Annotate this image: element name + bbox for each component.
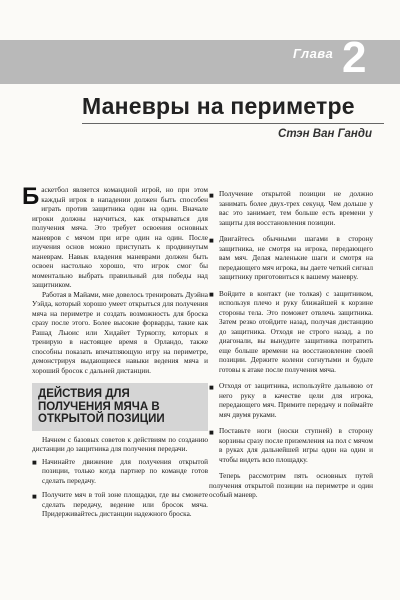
list-item: ■ Отходя от защитника, используйте дальнюю от него руку в качестве цели для игрока, передающего мяч. Примите передачу и поймайте мяч двумя руками. xyxy=(209,382,373,419)
square-bullet-icon: ■ xyxy=(209,290,214,299)
list-item: ■ Получите мяч в той зоне площадки, где вы сможете сделать передачу, ведение или бросок мяча. Придерживайтесь дистанции надежного броска. xyxy=(32,491,208,518)
chapter-title: Маневры на периметре xyxy=(82,93,355,119)
square-bullet-icon: ■ xyxy=(32,491,37,501)
square-bullet-icon: ■ xyxy=(209,382,214,392)
list-item: ■ Двигайтесь обычными шагами в сторону защитника, не смотря на игрока, передающего вам мяч. Делая маленькие шаги и смотря на передающего мяч игрока, вы даете четкий сигнал защитнику приготовиться к вашему маневру. xyxy=(209,235,373,281)
square-bullet-icon: ■ xyxy=(209,190,214,200)
closing-paragraph: Теперь рассмотрим пять основных путей получения открытой позиции на периметре и один особый маневр. xyxy=(209,472,373,499)
bullet-list-right xyxy=(209,190,373,465)
square-bullet-icon: ■ xyxy=(32,458,37,467)
list-item: ■ Войдите в контакт (не толкая) с защитником, используя плечо и руку ближайшей к корзине стороны тела. Это поможет отвлечь защитника. Затем резко отойдите назад, получая дистанцию до защитника. Отходя не строго назад, а по диагонали, вы вынудите защитника потратить еще больше времени на восстановление своей позиции. Держите колени согнутыми и будьте готовы к атаке после получения мяча. xyxy=(209,289,373,374)
list-item: ■ Поставьте ноги (носки ступней) в сторону корзины сразу после приземления на пол с мячом в руках для дальнейшей игры один на один и чтобы видеть всю площадку. xyxy=(209,427,373,464)
list-item: ■ Начинайте движение для получения открытой позиции, только когда партнер по команде готов сделать передачу. xyxy=(32,457,208,485)
square-bullet-icon: ■ xyxy=(209,235,214,245)
section-heading: ДЕЙСТВИЯ ДЛЯ ПОЛУЧЕНИЯ МЯЧА В ОТКРЫТОЙ ПОЗИЦИИ xyxy=(32,383,208,431)
chapter-banner xyxy=(0,40,400,84)
section-intro: Начнем с базовых советов к действиям по созданию дистанции до защитника для получения передачи. xyxy=(32,435,208,453)
right-column xyxy=(209,187,373,501)
chapter-number: 2 xyxy=(342,33,367,82)
left-column xyxy=(22,183,208,525)
list-item: ■ Получение открытой позиции не должно занимать более двух-трех секунд. Чем дольше у вас это занимает, тем больше есть времени у защиты для восстановления позиции. xyxy=(209,190,373,227)
square-bullet-icon: ■ xyxy=(209,427,214,437)
chapter-label: Глава xyxy=(293,46,334,61)
chapter-author: Стэн Ван Ганди xyxy=(278,128,372,140)
drop-cap: Б xyxy=(22,183,40,210)
bullet-list-left xyxy=(32,458,208,520)
title-rule xyxy=(82,123,384,124)
intro-paragraph-2: Работая в Майами, мне довелось тренировать Дуэйна Уэйда, который хорошо умеет открыться для получения мяча на периметре и создать возможность для броска сразу после этого. Более высокие форварды, такие как Рашад Льюис или Хидайет Туркоглу, которых я тренирую в настоящее время в Орландо, также способны показать впечатляющую игру на периметре, демонстрируя выдающиеся навыки ведения мяча и хороший бросок с дальней дистанции. xyxy=(32,290,208,375)
intro-paragraph-1: Баскетбол является командной игрой, но при этом каждый игрок в нападении должен быть способен играть против защитника один на один. Вначале игроки должны научиться, как открываться для получения мяча. Это требует освоения основных маневров с мячом при игре один на один. После изучения основ можно приступать к продвинутым маневрам. Навык владения маневрами должен быть освоен настолько хорошо, что игрок смог бы моментально выбрать правильный для победы над защитником. xyxy=(22,183,208,289)
